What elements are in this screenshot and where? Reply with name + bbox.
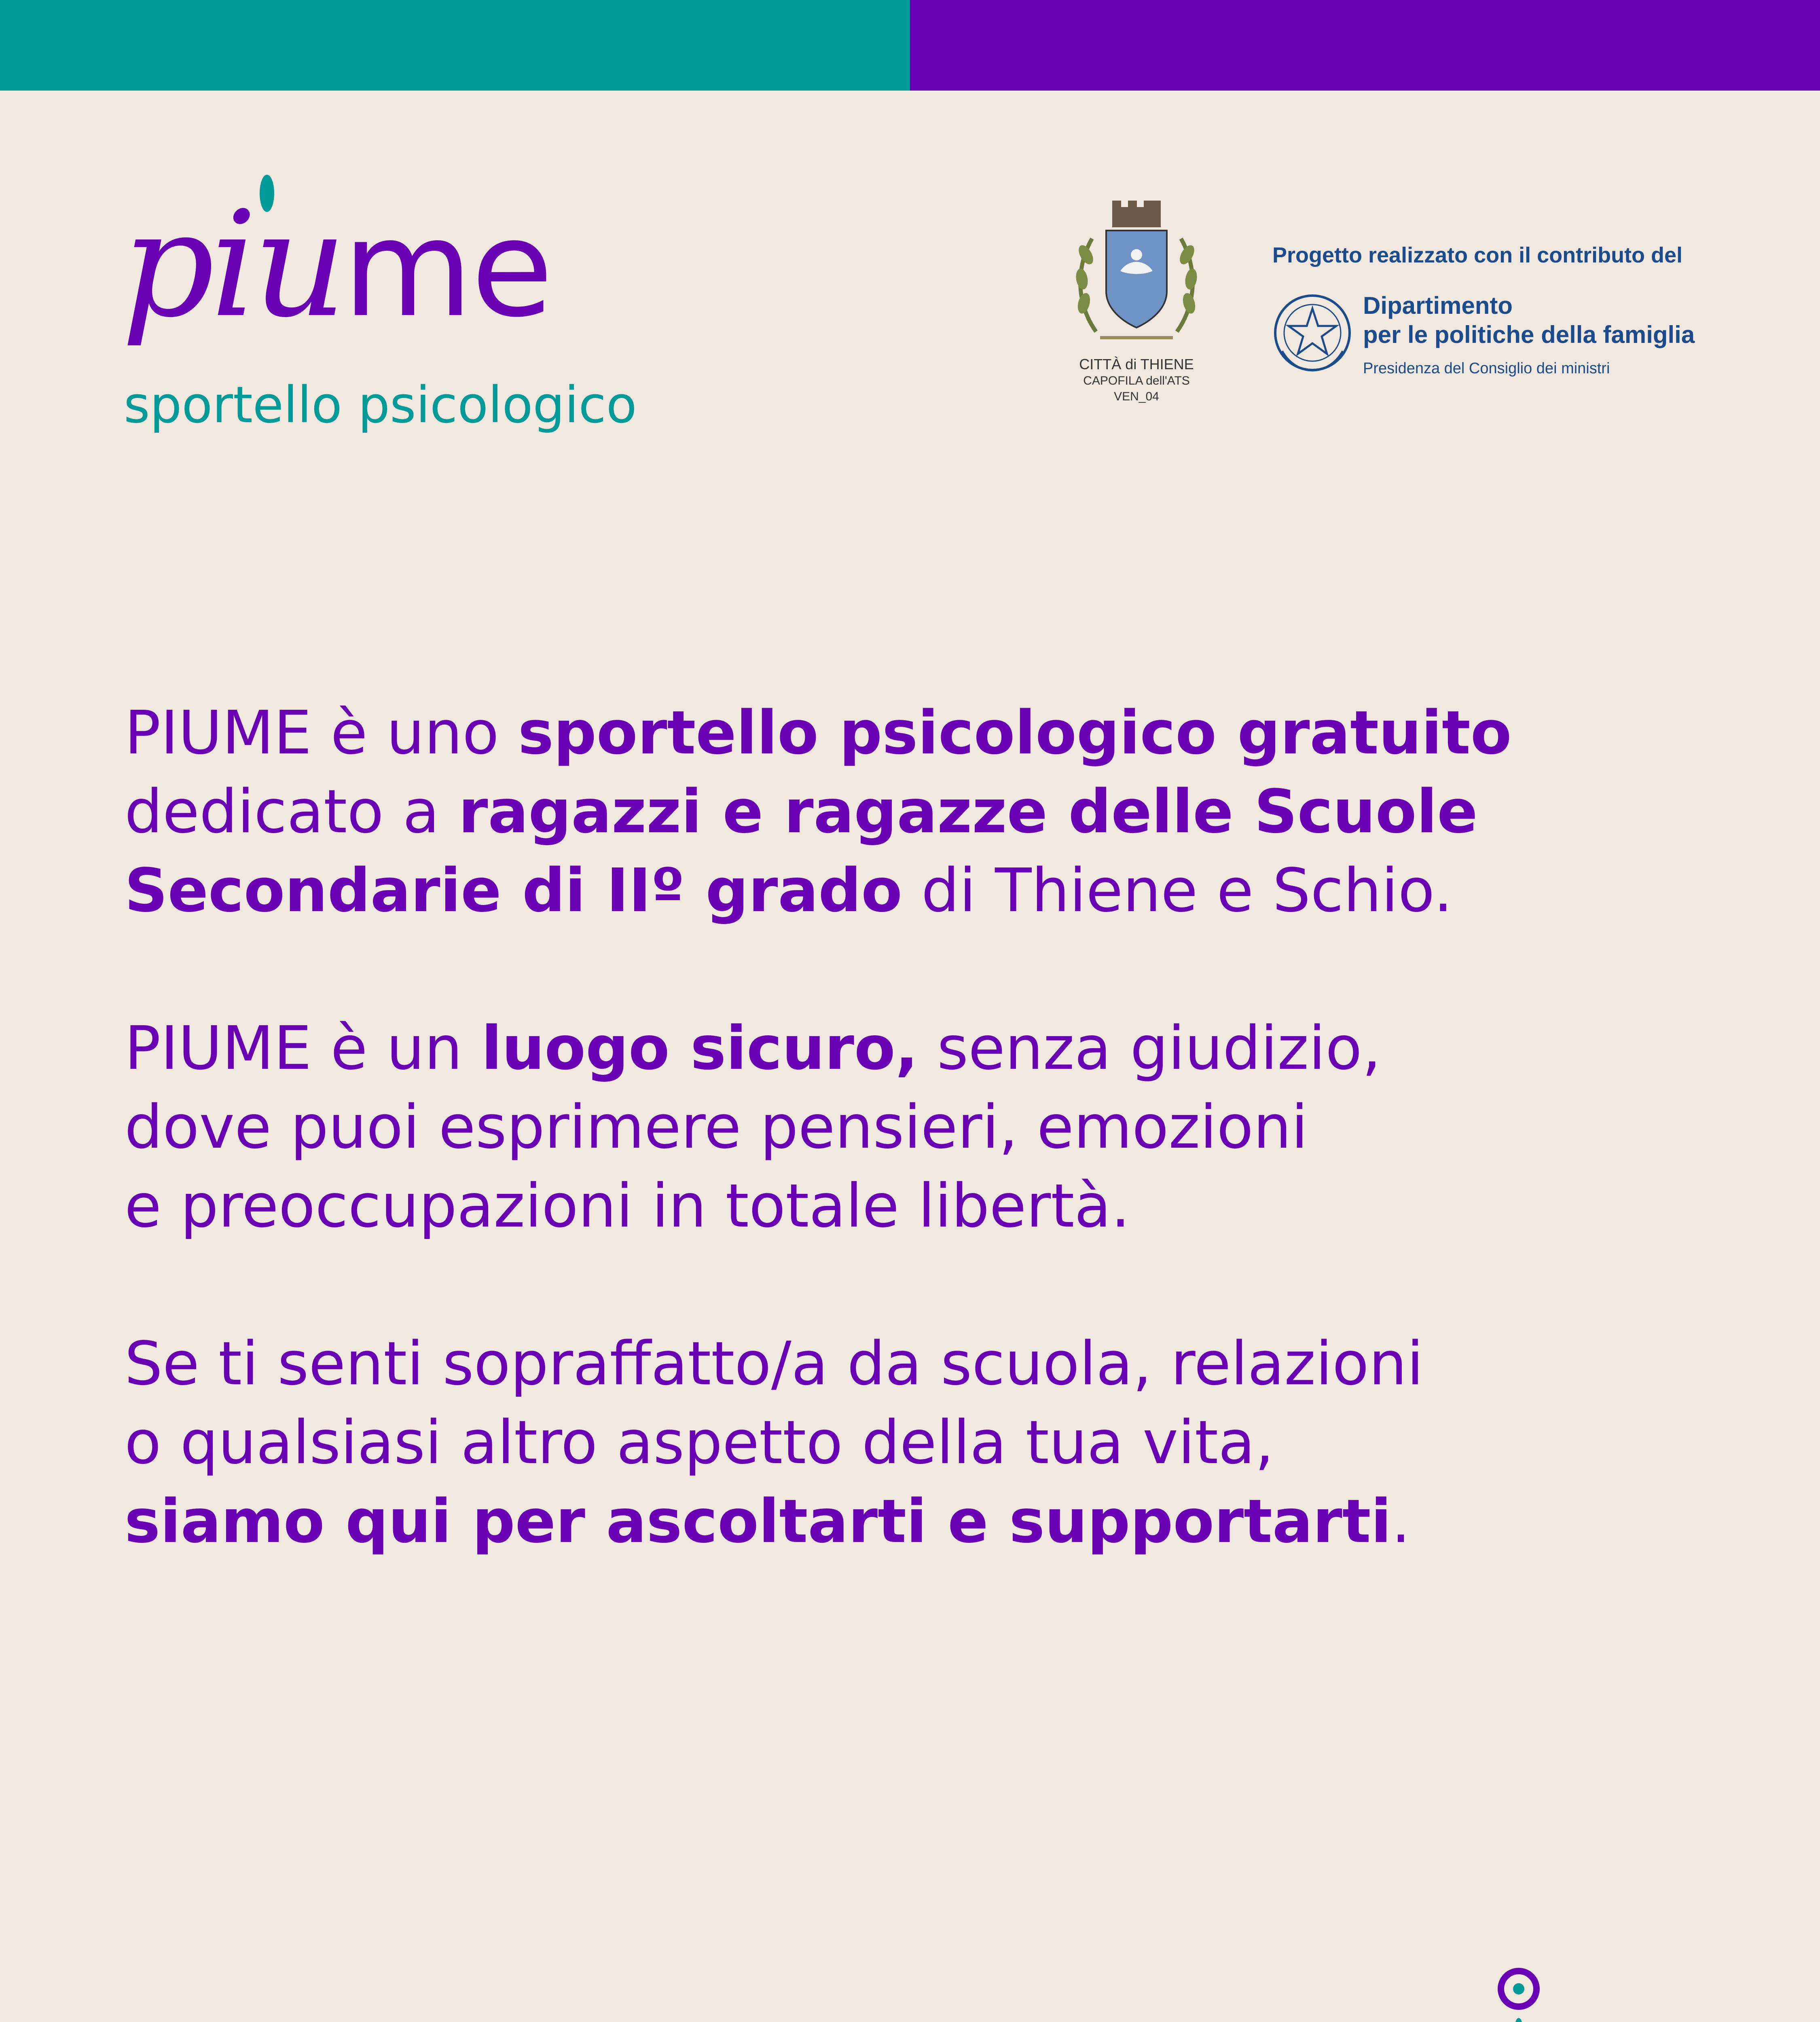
paragraph-1 <box>125 694 1722 930</box>
department-name-line-1: Dipartimento <box>1363 292 1513 319</box>
paragraph-3 <box>125 1324 1722 1561</box>
crest-line-1: CAPOFILA dell'ATS <box>1083 374 1190 387</box>
p2-line-1 <box>125 1009 1722 1088</box>
italian-republic-emblem-icon <box>1270 290 1355 375</box>
p1-text-a: PIUME è uno <box>125 698 518 768</box>
top-bar-teal <box>0 0 910 91</box>
p3-line-2: o qualsiasi altro aspetto della tua vita, <box>125 1408 1274 1477</box>
department-intro: Progetto realizzato con il contributo del <box>1272 243 1683 267</box>
department-name <box>1363 291 1695 349</box>
thiene-crest <box>1060 198 1213 425</box>
p2-line-3: e preoccupazioni in totale libertà. <box>125 1171 1130 1241</box>
dreamcatcher-icon <box>1494 1965 1543 2022</box>
city-crest-icon <box>1068 198 1205 352</box>
paragraph-2 <box>125 1009 1722 1246</box>
logo-piu: piu <box>121 180 343 349</box>
top-bar-purple <box>910 0 1820 91</box>
p3-line-3 <box>125 1482 1722 1561</box>
body-text <box>125 694 1722 1561</box>
p1-text-f: di Thiene e Schio. <box>902 856 1453 925</box>
department-name-line-2: per le politiche della famiglia <box>1363 321 1695 348</box>
p3-text-d: . <box>1391 1487 1411 1556</box>
p1-line-2 <box>125 772 1722 851</box>
p3-line-1: Se ti senti sopraffatto/a da scuola, relazioni <box>125 1329 1424 1398</box>
p2-line-2: dove puoi esprimere pensieri, emozioni <box>125 1092 1308 1162</box>
crest-city-name: CITTÀ di THIENE <box>1079 356 1194 372</box>
p1-bold-b: sportello psicologico gratuito <box>518 698 1512 768</box>
logo-subtitle: sportello psicologico <box>124 376 637 434</box>
p3-bold-c: siamo qui per ascoltarti e supportarti <box>125 1487 1392 1556</box>
p1-line-3 <box>125 851 1722 930</box>
piume-logo <box>121 170 688 453</box>
logo-me: me <box>343 191 552 347</box>
p2-bold-b: luogo sicuro, <box>481 1013 918 1083</box>
piume-wordmark <box>121 180 552 349</box>
dreamcatcher-logo <box>1286 1965 1731 2022</box>
p1-bold-e: Secondarie di IIº grado <box>125 856 902 925</box>
p1-text-c: dedicato a <box>125 777 459 846</box>
p1-line-1 <box>125 694 1722 772</box>
department-subtitle: Presidenza del Consiglio dei ministri <box>1363 360 1610 377</box>
p2-text-a: PIUME è un <box>125 1013 482 1083</box>
department-logo <box>1270 243 1755 396</box>
p2-text-c: senza giudizio, <box>918 1013 1381 1083</box>
p1-bold-d: ragazzi e ragazze delle Scuole <box>458 777 1478 846</box>
crest-line-2: VEN_04 <box>1114 390 1159 403</box>
